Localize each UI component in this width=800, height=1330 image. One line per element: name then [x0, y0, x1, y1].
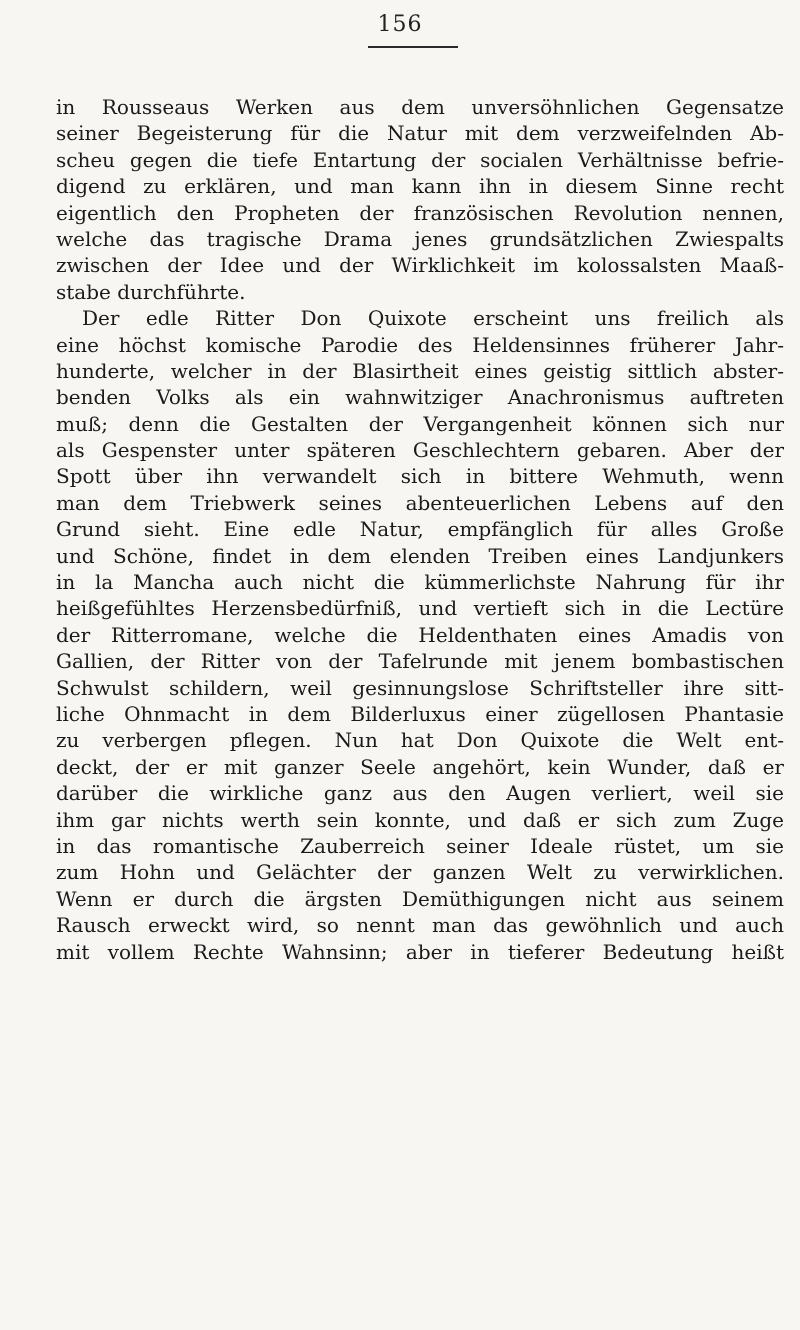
- text-line: in Rousseaus Werken aus dem unversöhnlichen Gegensatze: [56, 95, 784, 119]
- text-line: Schwulst schildern, weil gesinnungslose Schriftsteller ihre sitt-: [56, 675, 784, 700]
- text-line: Spott über ihn verwandelt sich in bittere Wehmuth, wenn: [56, 464, 784, 489]
- text-line: Wenn er durch die ärgsten Demüthigungen nicht aus seinem: [56, 886, 784, 911]
- text-line: als Gespenster unter späteren Geschlechtern gebaren. Aber der: [56, 438, 784, 463]
- text-line: Gallien, der Ritter von der Tafelrunde mit jenem bombastischen: [56, 649, 784, 674]
- text-line: seiner Begeisterung für die Natur mit dem verzweifelnden Ab-: [56, 121, 784, 146]
- text-line: deckt, der er mit ganzer Seele angehört, kein Wunder, daß er: [56, 754, 784, 779]
- text-line: ihm gar nichts werth sein konnte, und daß er sich zum Zuge: [56, 807, 784, 832]
- text-line: hunderte, welcher in der Blasirtheit eines geistig sittlich abster-: [56, 358, 784, 383]
- text-line: mit vollem Rechte Wahnsinn; aber in tieferer Bedeutung heißt: [56, 939, 784, 964]
- page-number: 156: [377, 12, 423, 37]
- text-line: zum Hohn und Gelächter der ganzen Welt zu verwirklichen.: [56, 860, 784, 885]
- text-line: benden Volks als ein wahnwitziger Anachronismus auftreten: [56, 385, 784, 410]
- text-line: zwischen der Idee und der Wirklichkeit im kolossalsten Maaß-: [56, 253, 784, 278]
- text-line: Grund sieht. Eine edle Natur, empfänglich für alles Große: [56, 517, 784, 542]
- text-line: Der edle Ritter Don Quixote erscheint uns freilich als: [82, 306, 784, 331]
- text-line: Rausch erweckt wird, so nennt man das gewöhnlich und auch: [56, 913, 784, 938]
- header-rule: [368, 46, 458, 48]
- body-text: [56, 94, 784, 965]
- text-line: digend zu erklären, und man kann ihn in diesem Sinne recht: [56, 174, 784, 199]
- text-line: in das romantische Zauberreich seiner Ideale rüstet, um sie: [56, 833, 784, 858]
- text-line: man dem Triebwerk seines abenteuerlichen Lebens auf den: [56, 490, 784, 515]
- text-line: in la Mancha auch nicht die kümmerlichste Nahrung für ihr: [56, 570, 784, 595]
- text-line: eigentlich den Propheten der französischen Revolution nennen,: [56, 200, 784, 225]
- text-line: liche Ohnmacht in dem Bilderluxus einer zügellosen Phantasie: [56, 701, 784, 726]
- text-line: welche das tragische Drama jenes grundsätzlichen Zwiespalts: [56, 226, 784, 251]
- text-line: scheu gegen die tiefe Entartung der socialen Verhältnisse befrie-: [56, 147, 784, 172]
- text-line: muß; denn die Gestalten der Vergangenheit können sich nur: [56, 411, 784, 436]
- text-line: zu verbergen pflegen. Nun hat Don Quixote die Welt ent-: [56, 728, 784, 753]
- text-line: darüber die wirkliche ganz aus den Augen verliert, weil sie: [56, 781, 784, 806]
- text-line: eine höchst komische Parodie des Heldensinnes früherer Jahr-: [56, 332, 784, 357]
- text-line: stabe durchführte.: [56, 279, 246, 304]
- text-line: und Schöne, findet in dem elenden Treiben eines Landjunkers: [56, 543, 784, 568]
- text-line: der Ritterromane, welche die Heldenthaten eines Amadis von: [56, 622, 784, 647]
- text-line: heißgefühltes Herzensbedürfniß, und vertieft sich in die Lectüre: [56, 596, 784, 621]
